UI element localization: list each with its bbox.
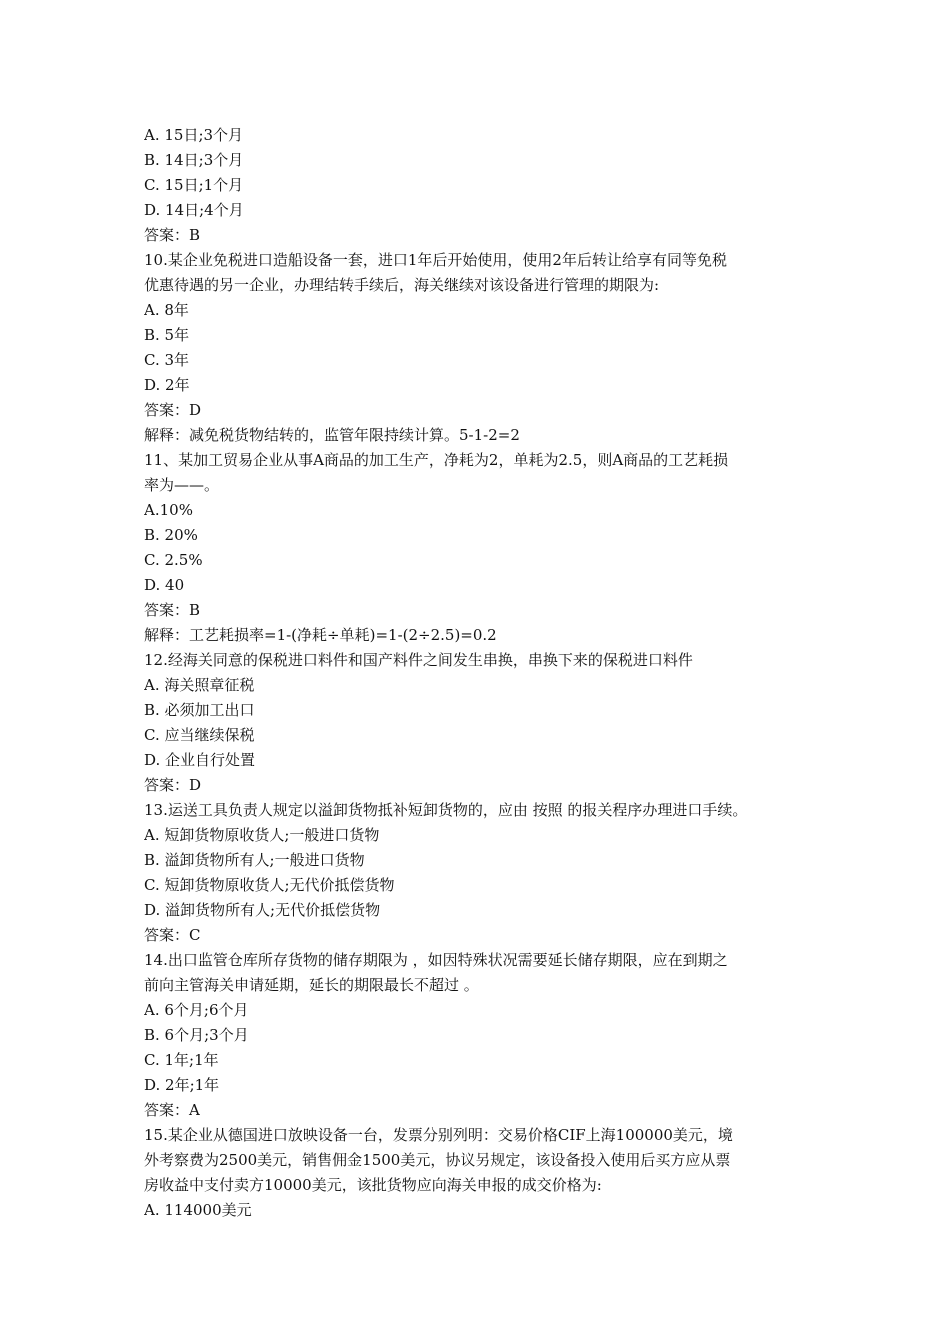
answer: 答案：B [144,601,201,619]
option-b: B. 溢卸货物所有人;一般进口货物 [144,851,365,869]
option-d: D. 溢卸货物所有人;无代价抵偿货物 [144,901,381,919]
option-c: C. 2.5% [144,551,203,569]
question-11-line-2: 率为——。 [144,476,220,494]
option-a: A. 6个月;6个月 [144,1001,249,1019]
question-13: 13.运送工具负责人规定以溢卸货物抵补短卸货物的，应由 按照 的报关程序办理进口手续。 [144,801,748,819]
answer: 答案：A [144,1101,200,1119]
option-c: C. 短卸货物原收货人;无代价抵偿货物 [144,876,395,894]
option-d: D. 40 [144,576,185,594]
option-b: B. 5年 [144,326,190,344]
question-10-line-1: 10.某企业免税进口造船设备一套，进口1年后开始使用，使用2年后转让给享有同等免税 [144,251,727,269]
question-10-line-2: 优惠待遇的另一企业，办理结转手续后，海关继续对该设备进行管理的期限为: [144,276,660,294]
question-14-line-1: 14.出口监管仓库所存货物的储存期限为 ，如因特殊状况需要延长储存期限，应在到期之 [144,951,728,969]
option-a: A. 8年 [144,301,189,319]
question-15-line-1: 15.某企业从德国进口放映设备一台，发票分别列明：交易价格CIF上海100000美元，境 [144,1126,733,1144]
question-15-line-3: 房收益中支付卖方10000美元，该批货物应向海关申报的成交价格为: [144,1176,602,1194]
question-12: 12.经海关同意的保税进口料件和国产料件之间发生串换，串换下来的保税进口料件 [144,651,693,669]
explanation: 解释：工艺耗损率=1-(净耗÷单耗)=1-(2÷2.5)=0.2 [144,626,497,644]
option-a: A. 114000美元 [144,1201,252,1219]
document-body [144,123,814,1223]
option-d: D. 2年 [144,376,190,394]
option-b: B. 6个月;3个月 [144,1026,249,1044]
option-c: C. 应当继续保税 [144,726,255,744]
option-c: C. 3年 [144,351,190,369]
answer: 答案：D [144,401,202,419]
answer: 答案：D [144,776,202,794]
option-a: A. 15日;3个月 [144,126,244,144]
option-b: B. 14日;3个月 [144,151,244,169]
option-d: D. 2年;1年 [144,1076,220,1094]
question-14-line-2: 前向主管海关申请延期，延长的期限最长不超过 。 [144,976,479,994]
option-d: D. 企业自行处置 [144,751,256,769]
option-c: C. 1年;1年 [144,1051,219,1069]
option-b: B. 20% [144,526,198,544]
question-11-line-1: 11、某加工贸易企业从事A商品的加工生产，净耗为2，单耗为2.5，则A商品的工艺耗损 [144,451,729,469]
option-a: A.10% [144,501,193,519]
option-c: C. 15日;1个月 [144,176,244,194]
explanation: 解释：减免税货物结转的，监管年限持续计算。5-1-2=2 [144,426,520,444]
option-a: A. 海关照章征税 [144,676,255,694]
option-d: D. 14日;4个月 [144,201,244,219]
answer: 答案：B [144,226,201,244]
option-b: B. 必须加工出口 [144,701,255,719]
answer: 答案：C [144,926,201,944]
option-a: A. 短卸货物原收货人;一般进口货物 [144,826,380,844]
question-15-line-2: 外考察费为2500美元，销售佣金1500美元，协议另规定，该设备投入使用后买方应从票 [144,1151,731,1169]
